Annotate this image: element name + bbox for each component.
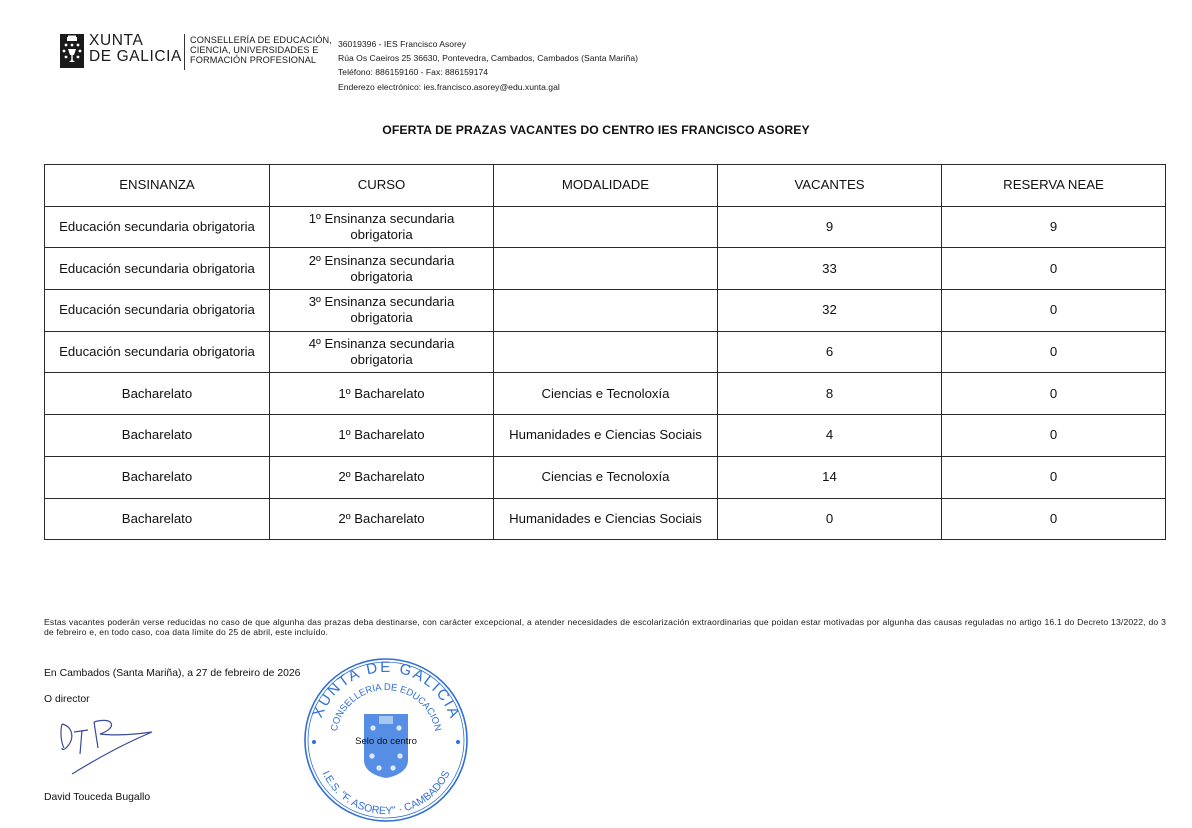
cell-vacantes: 6 bbox=[718, 331, 942, 373]
cell-reserva-neae: 0 bbox=[942, 248, 1166, 290]
cell-vacantes: 8 bbox=[718, 373, 942, 415]
department-line: CIENCIA, UNIVERSIDADES E bbox=[190, 45, 319, 55]
center-address: Rúa Os Caeiros 25 36630, Pontevedra, Cambados, Cambados (Santa Mariña) bbox=[338, 53, 638, 64]
cell-ensinanza: Bacharelato bbox=[45, 498, 270, 540]
header-ensinanza: ENSINANZA bbox=[45, 165, 270, 207]
logo-line-2: DE GALICIA bbox=[89, 48, 182, 65]
table-row bbox=[45, 331, 1166, 373]
signer-role: O director bbox=[44, 694, 90, 705]
table-row bbox=[45, 415, 1166, 457]
cell-modalidade bbox=[494, 331, 718, 373]
header-reserva-neae: RESERVA NEAE bbox=[942, 165, 1166, 207]
xunta-coat-of-arms-icon bbox=[60, 34, 84, 68]
cell-reserva-neae: 9 bbox=[942, 206, 1166, 248]
cell-ensinanza: Bacharelato bbox=[45, 373, 270, 415]
cell-reserva-neae: 0 bbox=[942, 498, 1166, 540]
table-row bbox=[45, 206, 1166, 248]
cell-reserva-neae: 0 bbox=[942, 456, 1166, 498]
cell-modalidade bbox=[494, 206, 718, 248]
logo-line-1: XUNTA bbox=[89, 32, 144, 49]
cell-curso: 2º Bacharelato bbox=[270, 498, 494, 540]
center-contact-info bbox=[338, 37, 638, 94]
cell-curso: 1º Bacharelato bbox=[270, 415, 494, 457]
stamp-inner-text: CONSELLERIA DE EDUCACION bbox=[328, 681, 444, 733]
cell-ensinanza: Educación secundaria obrigatoria bbox=[45, 248, 270, 290]
cell-ensinanza: Educación secundaria obrigatoria bbox=[45, 331, 270, 373]
cell-vacantes: 9 bbox=[718, 206, 942, 248]
center-code-name: 36019396 - IES Francisco Asorey bbox=[338, 39, 467, 49]
cell-modalidade bbox=[494, 248, 718, 290]
table-row bbox=[45, 290, 1166, 332]
cell-curso: 4º Ensinanza secundaria obrigatoria bbox=[270, 331, 494, 373]
cell-vacantes: 33 bbox=[718, 248, 942, 290]
cell-reserva-neae: 0 bbox=[942, 331, 1166, 373]
seal-label: Selo do centro bbox=[355, 736, 417, 747]
stamp-outer-text: XUNTA DE GALICIA bbox=[309, 658, 463, 721]
xunta-logo-wordmark bbox=[89, 33, 182, 65]
cell-vacantes: 32 bbox=[718, 290, 942, 332]
cell-vacantes: 4 bbox=[718, 415, 942, 457]
cell-vacantes: 0 bbox=[718, 498, 942, 540]
vacancy-reduction-note: Estas vacantes poderán verse reducidas no caso de que algunha das prazas deba destinarse, con carácter excepcional, a atender necesidades de escolarización extraordinarias que poidan estar motivadas por algunha das causas reguladas no artigo 16.1 do Decreto 13/2022, do 3 de febreiro e, en todo caso, coa data límite do 25 de abril, este incluído. bbox=[44, 617, 1166, 638]
header-curso: CURSO bbox=[270, 165, 494, 207]
department-name bbox=[190, 35, 332, 65]
center-email: Enderezo electrónico: ies.francisco.asorey@edu.xunta.gal bbox=[338, 81, 560, 92]
header-vacantes: VACANTES bbox=[718, 165, 942, 207]
department-line: FORMACIÓN PROFESIONAL bbox=[190, 55, 317, 65]
cell-reserva-neae: 0 bbox=[942, 290, 1166, 332]
department-line: CONSELLERÍA DE EDUCACIÓN, bbox=[190, 35, 332, 45]
cell-curso: 2º Ensinanza secundaria obrigatoria bbox=[270, 248, 494, 290]
header-modalidade: MODALIDADE bbox=[494, 165, 718, 207]
center-phone-fax: Teléfono: 886159160 - Fax: 886159174 bbox=[338, 67, 489, 78]
cell-ensinanza: Bacharelato bbox=[45, 415, 270, 457]
cell-ensinanza: Bacharelato bbox=[45, 456, 270, 498]
cell-modalidade: Ciencias e Tecnoloxía bbox=[494, 373, 718, 415]
table-header-row bbox=[45, 165, 1166, 207]
cell-reserva-neae: 0 bbox=[942, 373, 1166, 415]
cell-curso: 2º Bacharelato bbox=[270, 456, 494, 498]
table-row bbox=[45, 456, 1166, 498]
cell-vacantes: 14 bbox=[718, 456, 942, 498]
place-and-date: En Cambados (Santa Mariña), a 27 de febreiro de 2026 bbox=[44, 668, 301, 679]
cell-curso: 1º Bacharelato bbox=[270, 373, 494, 415]
handwritten-signature bbox=[58, 718, 158, 783]
table-row bbox=[45, 498, 1166, 540]
cell-modalidade: Humanidades e Ciencias Sociais bbox=[494, 498, 718, 540]
cell-curso: 1º Ensinanza secundaria obrigatoria bbox=[270, 206, 494, 248]
logo-divider bbox=[184, 34, 185, 70]
document-title: OFERTA DE PRAZAS VACANTES DO CENTRO IES FRANCISCO ASOREY bbox=[382, 123, 810, 137]
cell-modalidade: Ciencias e Tecnoloxía bbox=[494, 456, 718, 498]
cell-curso: 3º Ensinanza secundaria obrigatoria bbox=[270, 290, 494, 332]
cell-reserva-neae: 0 bbox=[942, 415, 1166, 457]
cell-ensinanza: Educación secundaria obrigatoria bbox=[45, 206, 270, 248]
vacancies-table bbox=[44, 164, 1166, 540]
table-row bbox=[45, 373, 1166, 415]
cell-modalidade: Humanidades e Ciencias Sociais bbox=[494, 415, 718, 457]
cell-modalidade bbox=[494, 290, 718, 332]
table-row bbox=[45, 248, 1166, 290]
signer-name: David Touceda Bugallo bbox=[44, 792, 151, 803]
cell-ensinanza: Educación secundaria obrigatoria bbox=[45, 290, 270, 332]
stamp-bottom-text: I.E.S. "F. ASOREY" · CAMBADOS bbox=[319, 768, 453, 818]
